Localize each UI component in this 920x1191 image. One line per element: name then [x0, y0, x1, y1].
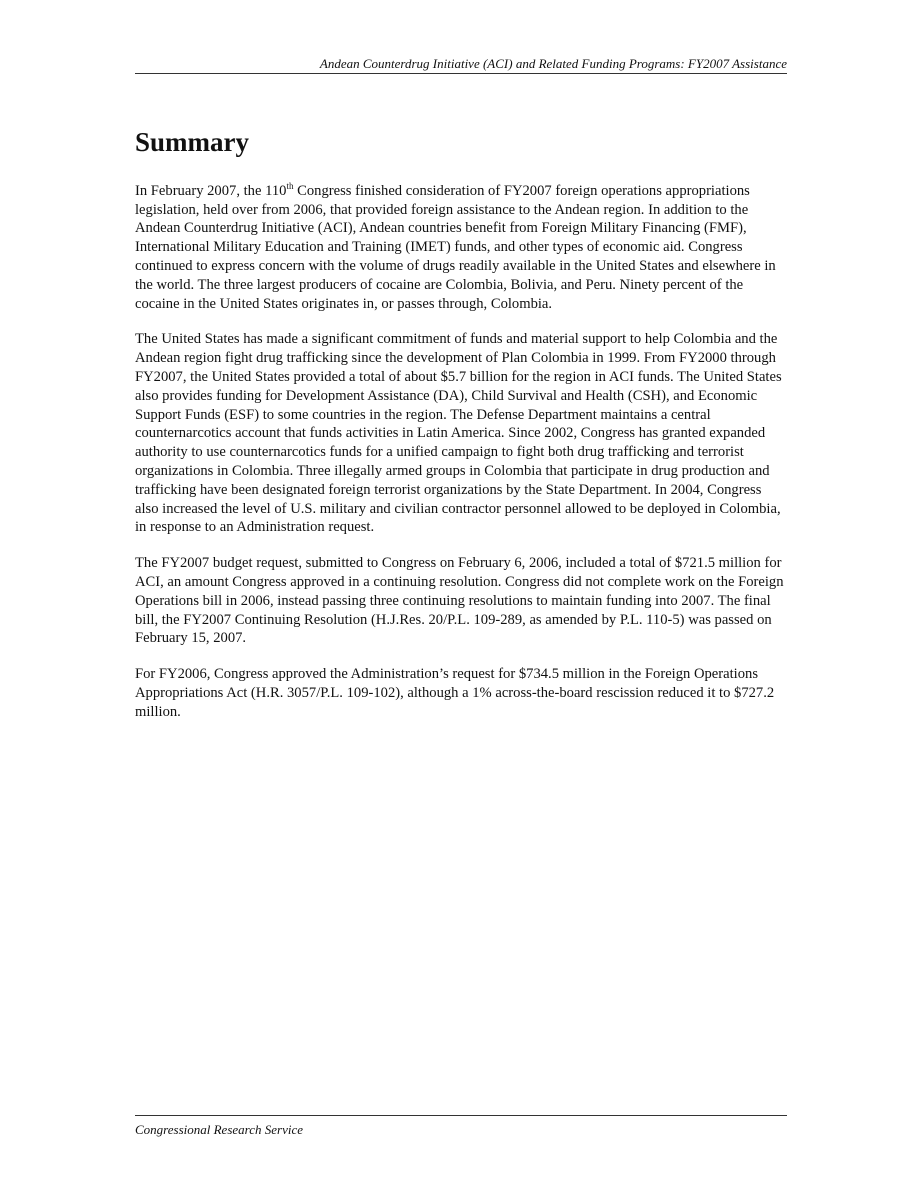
section-title: Summary [135, 127, 249, 157]
page-footer [135, 1115, 787, 1138]
summary-body [135, 177, 787, 739]
paragraph-1 [135, 177, 787, 313]
ordinal-superscript: th [286, 181, 294, 191]
paragraph-3: The FY2007 budget request, submitted to Congress on February 6, 2006, included a total of $721.5 million for ACI, an amount Congress approved in a continuing resolution. Congress did not complete work on the Foreign Operations bill in 2006, instead passing three continuing resolutions to maintain funding into 2007. The final bill, the FY2007 Continuing Resolution (H.J.Res. 20/P.L. 109-289, as amended by P.L. 110-5) was passed on February 15, 2007. [135, 555, 784, 647]
paragraph-4: For FY2006, Congress approved the Administration’s request for $734.5 million in the Foreign Operations Appropriations Act (H.R. 3057/P.L. 109-102), although a 1% across-the-board rescission reduced it to $727.2 million. [135, 666, 775, 720]
paragraph-2: The United States has made a significant commitment of funds and material support to help Colombia and the Andean region fight drug trafficking since the development of Plan Colombia in 1999. From FY2000 through FY2007, the United States provided a total of about $5.7 billion for the region in ACI funds. The United States also provides funding for Development Assistance (DA), Child Survival and Health (CSH), and Economic Support Funds (ESF) to some countries in the region. The Defense Department maintains a central counternarcotics account that funds activities in Latin America. Since 2002, Congress has granted expanded authority to use counternarcotics funds for a unified campaign to fight both drug trafficking and terrorist organizations in Colombia. Three illegally armed groups in Colombia that participate in drug production and trafficking have been designated foreign terrorist organizations by the State Department. In 2004, Congress also increased the level of U.S. military and civilian contractor personnel allowed to be deployed in Colombia, in response to an Administration request. [135, 331, 782, 536]
footer-publisher: Congressional Research Service [135, 1122, 303, 1137]
paragraph-1-post: Congress finished consideration of FY2007 foreign operations appropriations legislation, held over from 2006, that provided foreign assistance to the Andean region. In addition to the Andean Counterdrug Initiative (ACI), Andean countries benefit from Foreign Military Financing (FMF), International Military Education and Training (IMET) funds, and other types of economic aid. Congress continued to express concern with the volume of drugs readily available in the United States and elsewhere in the world. The three largest producers of cocaine are Colombia, Bolivia, and Peru. Ninety percent of the cocaine in the United States originates in, or passes through, Colombia. [135, 182, 776, 312]
paragraph-1-pre: In February 2007, the 110 [135, 182, 287, 199]
running-header [135, 56, 787, 74]
running-header-title: Andean Counterdrug Initiative (ACI) and Related Funding Programs: FY2007 Assistance [319, 56, 787, 71]
